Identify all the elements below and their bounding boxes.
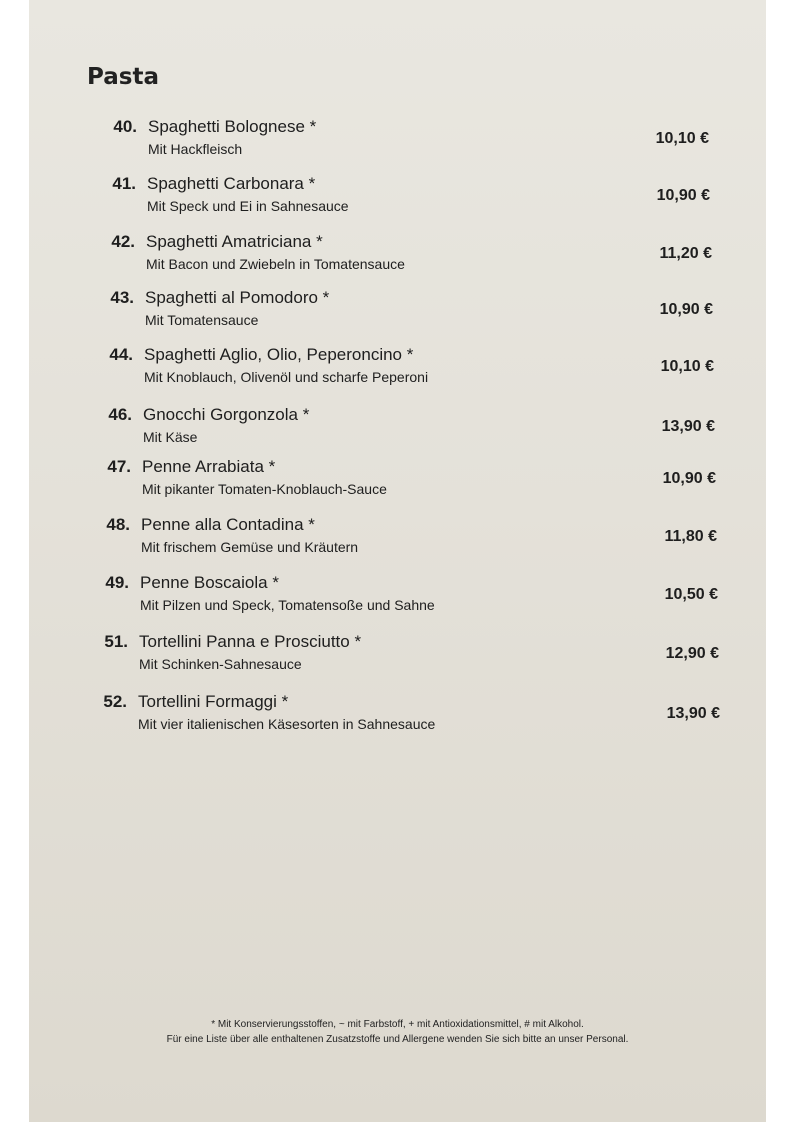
item-price: 10,50 € — [664, 586, 718, 603]
item-price: 11,20 € — [659, 245, 712, 262]
item-name: Spaghetti al Pomodoro * — [145, 288, 330, 307]
item-number: 41. — [112, 174, 136, 193]
section-title: Pasta — [87, 64, 159, 90]
menu-item — [29, 405, 766, 459]
menu-item — [29, 692, 766, 746]
item-description: Mit frischem Gemüse und Kräutern — [141, 539, 359, 555]
menu-item — [29, 174, 766, 228]
item-price: 11,80 € — [664, 528, 717, 545]
item-description: Mit Knoblauch, Olivenöl und scharfe Peperoni — [144, 369, 429, 385]
item-name: Spaghetti Bolognese * — [148, 117, 317, 136]
footnote-allergens: Für eine Liste über alle enthaltenen Zusatzstoffe und Allergene wenden Sie sich bitte an unser Personal. — [166, 1034, 629, 1045]
menu-item — [29, 515, 766, 569]
footnote-additives: * Mit Konservierungsstoffen, ~ mit Farbstoff, + mit Antioxidationsmittel, # mit Alkohol. — [211, 1019, 584, 1030]
item-price: 10,90 € — [662, 470, 716, 487]
menu-item — [29, 573, 766, 627]
menu-item — [29, 288, 766, 342]
item-name: Spaghetti Aglio, Olio, Peperoncino * — [144, 345, 414, 364]
item-name: Penne Arrabiata * — [142, 457, 276, 476]
item-number: 47. — [107, 457, 131, 476]
item-description: Mit Käse — [143, 429, 198, 445]
item-name: Tortellini Panna e Prosciutto * — [139, 632, 362, 651]
item-number: 40. — [113, 117, 137, 136]
item-name: Spaghetti Amatriciana * — [146, 232, 323, 251]
item-price: 10,10 € — [655, 130, 709, 147]
item-number: 46. — [108, 405, 132, 424]
item-description: Mit vier italienischen Käsesorten in Sahnesauce — [138, 716, 436, 732]
item-name: Penne Boscaiola * — [140, 573, 279, 592]
menu-item — [29, 632, 766, 686]
menu-page — [29, 0, 766, 1122]
item-name: Spaghetti Carbonara * — [147, 174, 316, 193]
item-price: 13,90 € — [666, 705, 720, 722]
item-description: Mit Bacon und Zwiebeln in Tomatensauce — [146, 256, 405, 272]
item-price: 10,90 € — [659, 301, 713, 318]
item-number: 52. — [103, 692, 127, 711]
menu-item — [29, 457, 766, 511]
item-number: 42. — [111, 232, 135, 251]
item-name: Gnocchi Gorgonzola * — [143, 405, 310, 424]
item-price: 13,90 € — [661, 418, 715, 435]
item-description: Mit pikanter Tomaten-Knoblauch-Sauce — [142, 481, 387, 497]
item-description: Mit Schinken-Sahnesauce — [139, 656, 302, 672]
item-price: 10,90 € — [656, 187, 710, 204]
menu-item — [29, 345, 766, 399]
item-number: 43. — [110, 288, 134, 307]
item-description: Mit Hackfleisch — [148, 141, 243, 157]
menu-item — [29, 232, 766, 286]
item-description: Mit Tomatensauce — [145, 312, 259, 328]
menu-item — [29, 117, 766, 171]
item-name: Tortellini Formaggi * — [138, 692, 289, 711]
item-price: 10,10 € — [660, 358, 714, 375]
item-name: Penne alla Contadina * — [141, 515, 315, 534]
item-number: 44. — [109, 345, 133, 364]
footnote — [29, 1017, 766, 1047]
item-number: 51. — [104, 632, 128, 651]
item-description: Mit Speck und Ei in Sahnesauce — [147, 198, 349, 214]
item-number: 48. — [106, 515, 130, 534]
item-number: 49. — [105, 573, 129, 592]
item-price: 12,90 € — [665, 645, 719, 662]
item-description: Mit Pilzen und Speck, Tomatensoße und Sahne — [140, 597, 435, 613]
